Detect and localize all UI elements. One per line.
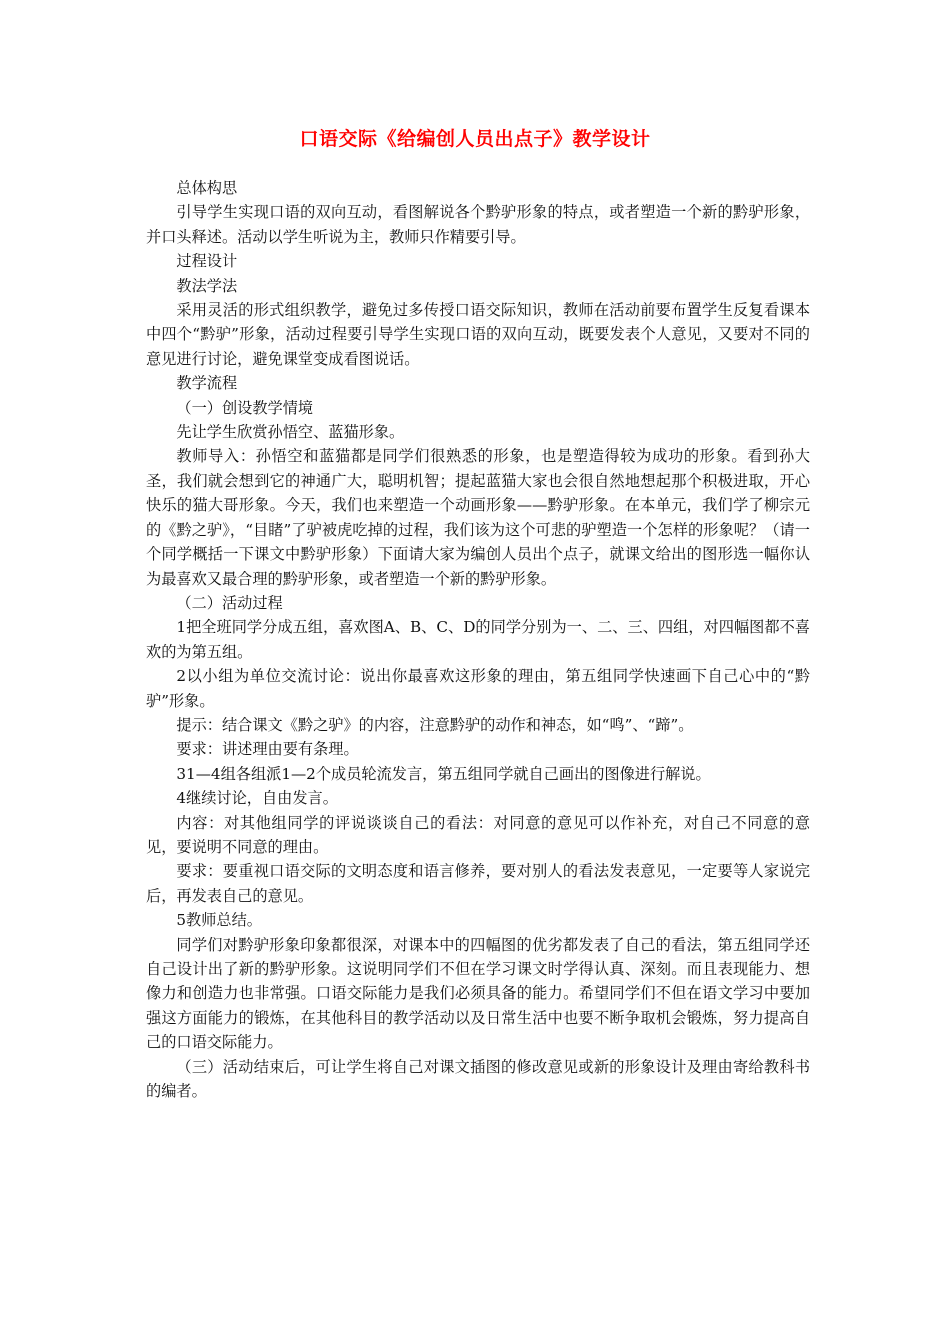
paragraph-summary: 同学们对黔驴形象印象都很深，对课本中的四幅图的优劣都发表了自己的看法，第五组同学还自己设计出了新的黔驴形象。这说明同学们不但在学习课文时学得认真、深刻。而且表现能力、想像力和创造力也非常强。口语交际能力是我们必须具备的能力。希望同学们不但在语文学习中要加强这方面能力的锻炼，在其他科目的教学活动以及日常生活中也要不断争取机会锻炼，努力提高自己的口语交际能力。 [146,935,810,1052]
paragraph-section-3: （三）活动结束后，可让学生将自己对课文插图的修改意见或新的形象设计及理由寄给教科书的编者。 [146,1057,810,1101]
document-body [146,176,810,1103]
paragraph-step-3: 31—4组各组派1—2个成员轮流发言，第五组同学就自己画出的图像进行解说。 [176,764,711,783]
paragraph-concept: 引导学生实现口语的双向互动，看图解说各个黔驴形象的特点，或者塑造一个新的黔驴形象，并口头释述。活动以学生听说为主，教师只作精要引导。 [146,203,810,246]
heading-section-1: （一）创设教学情境 [176,398,314,417]
paragraph-step-5: 5教师总结。 [176,911,262,930]
heading-teaching-flow: 教学流程 [176,374,238,393]
paragraph-hint: 提示：结合课文《黔之驴》的内容，注意黔驴的动作和神态，如“鸣”、“蹄”。 [176,715,694,734]
paragraph-requirement-2: 要求：要重视口语交际的文明态度和语言修养，要对别人的看法发表意见，一定要等人家说完后，再发表自己的意见。 [146,862,810,905]
paragraph-step-2: 2以小组为单位交流讨论：说出你最喜欢这形象的理由，第五组同学快速画下自己心中的“黔驴”形象。 [146,667,810,710]
paragraph-step-1: 1把全班同学分成五组，喜欢图A、B、C、D的同学分别为一、二、三、四组，对四幅图都不喜欢的为第五组。 [146,618,810,661]
heading-methods: 教法学法 [176,276,238,295]
heading-section-2: （二）活动过程 [176,593,283,612]
paragraph-methods: 采用灵活的形式组织教学，避免过多传授口语交际知识，教师在活动前要布置学生反复看课本中四个“黔驴”形象，活动过程要引导学生实现口语的双向互动，既要发表个人意见，又要对不同的意见进行讨论，避免课堂变成看图说话。 [146,301,810,368]
document-title: 口语交际《给编创人员出点子》教学设计 [299,128,651,150]
paragraph-content: 内容：对其他组同学的评说谈谈自己的看法：对同意的意见可以作补充，对自己不同意的意见，要说明不同意的理由。 [146,813,810,856]
paragraph-requirement-1: 要求：讲述理由要有条理。 [176,740,359,759]
heading-overall-concept: 总体构思 [176,179,238,197]
paragraph-step-4: 4继续讨论，自由发言。 [176,789,338,808]
paragraph-appreciate: 先让学生欣赏孙悟空、蓝猫形象。 [176,423,405,442]
paragraph-introduction: 教师导入：孙悟空和蓝猫都是同学们很熟悉的形象，也是塑造得较为成功的形象。看到孙大圣，我们就会想到它的神通广大，聪明机智；提起蓝猫大家也会很自然地想起那个积极进取，开心快乐的猫大哥形象。今天，我们也来塑造一个动画形象——黔驴形象。在本单元，我们学了柳宗元的《黔之驴》，“目睹”了驴被虎吃掉的过程，我们该为这个可悲的驴塑造一个怎样的形象呢？（请一个同学概括一下课文中黔驴形象）下面请大家为编创人员出个点子，就课文给出的图形选一幅你认为最喜欢又最合理的黔驴形象，或者塑造一个新的黔驴形象。 [146,447,810,588]
heading-process-design: 过程设计 [176,252,238,271]
